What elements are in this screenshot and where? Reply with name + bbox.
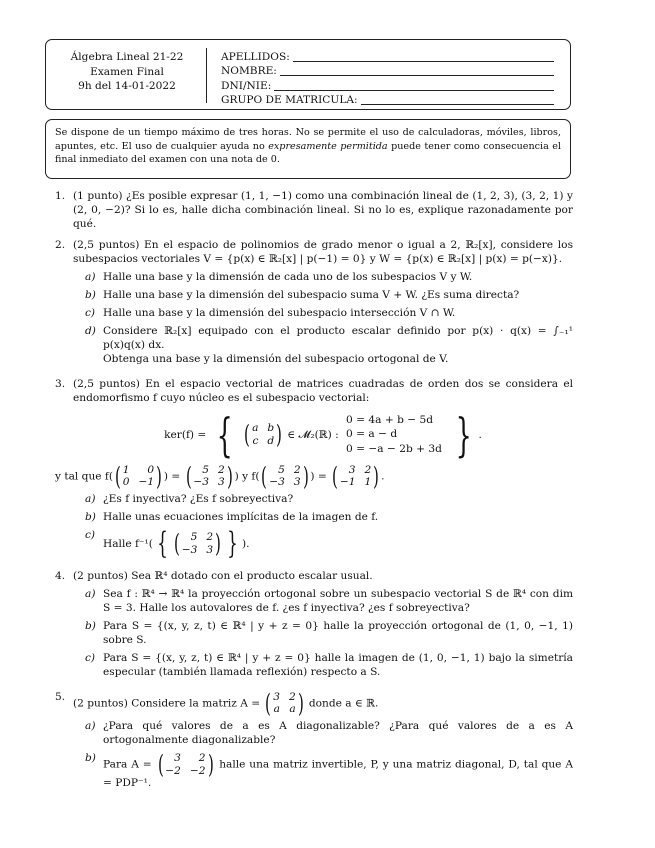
exam-title: Examen Final [90,65,164,78]
endomorphism-values: y tal que f( ( 1 0 0 −1 ) ) = ( 5 2 −3 3 ) ) y f( ( 5 2 −3 3 ) ) = ( 3 2 −1 1 ) . [55,461,385,491]
header-divider [206,48,207,103]
q2-part-d: d) Considere ℝ₂[x] equipado con el producto escalar definido por p(x) · q(x) = ∫₋₁¹ p(x)q(x) dx. Obtenga una base y la dimensión del subespacio ortogonal de V. [85,324,573,365]
question-1: 1. (1 punto) ¿Es posible expresar (1, 1, −1) como una combinación lineal de (1, 2, 3), (3, 2, 1) y (2, 0, −2)? Si lo es, halle dicha combinación lineal. Si no lo es, explique razonadamente por qué. [55,190,573,230]
q3-part-a: a) ¿Es f inyectiva? ¿Es f sobreyectiva? [85,493,294,505]
q2-part-c: c) Halle una base y la dimensión del subespacio intersección V ∩ W. [85,306,456,319]
notice-emphasis: expresamente permitida [268,140,388,152]
matrix-a: ( 3 2 a a ) [265,688,304,718]
kernel-equations: 0 = 4a + b − 5d 0 = a − d 0 = −a − 2b + 3d [346,414,442,455]
matrix-a-specific: ( 3 2 −2 −2 ) [157,750,214,780]
q4-part-b: b) Para S = {(x, y, z, t) ∈ ℝ⁴ | y + z = 0} halle la proyección ortogonal de (1, 0, −1, 1) sobre S. [85,619,573,646]
question-5: 5. (2 puntos) Considere la matriz A = ( 3 2 a a ) donde a ∈ ℝ. a) ¿Para qué valores de a es A diagonalizable? ¿Para qué valores de a es A ortogonalmente diagonalizable? b) Para A = ( 3 2 −2 −2 ) halle una matriz invertible, P, y una matriz diagonal, D, tal que A = PDP⁻¹. [55,688,573,790]
questions [55,190,573,802]
q2-part-a: a) Halle una base y la dimensión de cada uno de los subespacios V y W. [85,270,473,283]
student-fields [221,50,554,108]
q3-part-c: c) Halle f⁻¹( { ( 5 2 −3 3 ) } ). [85,525,250,561]
notice-box [45,119,571,179]
q5-part-a: a) ¿Para qué valores de a es A diagonalizable? ¿Para qué valores de a es A ortogonalmente diagonalizable? [85,720,573,747]
notice-text-end: puede tener como consecuencia el final inmediato del examen con una nota de 0. [55,140,561,166]
exam-date: 9h del 14-01-2022 [78,80,176,93]
q4-part-a: a) Sea f : ℝ⁴ → ℝ⁴ la proyección ortogonal sobre un subespacio vectorial S de ℝ⁴ con dim S = 3. Halle los autovalores de f. ¿es f inyectiva? ¿es f sobreyectiva? [85,587,573,614]
matrix-abcd: ( a b c d ) [244,420,283,450]
kernel-definition: ker(f) = { ( a b c d ) ∈ 𝓜₂(ℝ) : 0 = 4a + b − 5d 0 = a − d 0 = −a − 2b + 3d } . [164,407,482,462]
q4-part-c: c) Para S = {(x, y, z, t) ∈ ℝ⁴ | y + z = 0} halle la imagen de (1, 0, −1, 1) bajo la simetría especular (también llamada reflexión) respecto a S. [85,651,573,678]
question-2: 2. (2,5 puntos) En el espacio de polinomios de grado menor o igual a 2, ℝ₂[x], considere los subespacios vectoriales V = {p(x) ∈ ℝ₂[x] | p(−1) = 0} y W = {p(x) ∈ ℝ₂[x] | p(x) = p(−x)}. a) Halle una base y la dimensión de cada uno de los subespacios V y W. b) Halle una base y la dimensión del subespacio suma V + W. ¿Es suma directa? c) Halle una base y la dimensión del subespacio intersección V ∩ W. d) Considere ℝ₂[x] equipado con el producto escalar definido por p(x) · q(x) = ∫₋₁¹ p(x)q(x) dx. Obtenga una base y la dimensión del subespacio ortogonal de V. [55,238,573,365]
question-3: 3. (2,5 puntos) En el espacio vectorial de matrices cuadradas de orden dos se considera el endomorfismo f cuyo núcleo es el subespacio vectorial: ker(f) = { ( a b c d ) ∈ 𝓜₂(ℝ) : 0 = 4a + b − 5d 0 = a − d 0 = −a − 2b + 3d } . y tal que f( ( 1 0 0 −1 ) ) = ( 5 2 −3 3 ) ) y f( ( 5 2 −3 3 ) ) = ( 3 2 −1 1 ) . a) ¿Es f inyectiva? ¿Es f sobreyectiva? b) Halle unas ecuaciones implícitas de la imagen de f. c) Halle f⁻¹( { ( 5 2 −3 3 ) } ). [55,377,573,561]
name-field[interactable]: NOMBRE: [221,65,554,80]
course-info [52,50,202,94]
group-field[interactable]: GRUPO DE MATRICULA: [221,94,554,109]
q2-part-b: b) Halle una base y la dimensión del subespacio suma V + W. ¿Es suma directa? [85,288,520,301]
q3-part-b: b) Halle unas ecuaciones implícitas de la imagen de f. [85,510,379,523]
header-box [45,39,571,110]
course-title: Álgebra Lineal 21-22 [70,51,184,63]
question-4: 4. (2 puntos) Sea ℝ⁴ dotado con el producto escalar usual. a) Sea f : ℝ⁴ → ℝ⁴ la proyección ortogonal sobre un subespacio vectorial S de ℝ⁴ con dim S = 3. Halle los autovalores de f. ¿es f inyectiva? ¿es f sobreyectiva? b) Para S = {(x, y, z, t) ∈ ℝ⁴ | y + z = 0} halle la proyección ortogonal de (1, 0, −1, 1) sobre S. c) Para S = {(x, y, z, t) ∈ ℝ⁴ | y + z = 0} halle la imagen de (1, 0, −1, 1) bajo la simetría especular (también llamada reflexión) respecto a S. [55,569,573,678]
surname-field[interactable]: APELLIDOS: [221,50,554,65]
q5-part-b: b) Para A = ( 3 2 −2 −2 ) halle una matriz invertible, P, y una matriz diagonal, D, tal que A = PDP⁻¹. [85,750,573,790]
notice-text: Se dispone de un tiempo máximo de tres horas. No se permite el uso de calculadoras, móviles, libros, apuntes, etc. El uso de cualquier ayuda no [55,127,561,152]
dni-field[interactable]: DNI/NIE: [221,79,554,94]
